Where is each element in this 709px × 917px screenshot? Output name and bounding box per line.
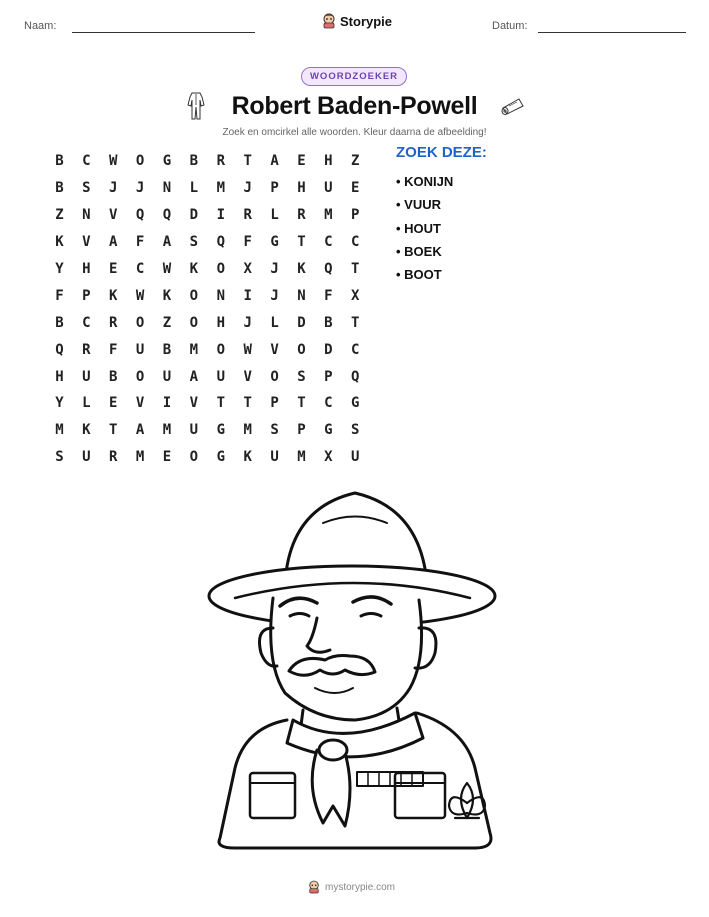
grid-row [46, 390, 369, 417]
grid-cell[interactable]: U [216, 368, 225, 385]
grid-cell[interactable]: A [189, 368, 199, 385]
grid-cell[interactable]: O [216, 341, 225, 358]
grid-cell[interactable]: H [216, 314, 225, 331]
grid-cell[interactable]: M [162, 422, 172, 439]
grid-cell[interactable]: P [270, 180, 279, 197]
grid-cell[interactable]: S [351, 422, 360, 439]
grid-cell[interactable]: E [109, 261, 118, 277]
grid-cell[interactable]: H [55, 368, 64, 385]
grid-row [46, 175, 369, 202]
grid-cell[interactable]: F [109, 341, 118, 358]
grid-cell[interactable]: B [189, 153, 199, 170]
grid-cell[interactable]: F [135, 234, 145, 251]
grid-cell[interactable]: B [109, 368, 118, 385]
grid-cell[interactable]: F [324, 287, 333, 304]
grid-cell[interactable]: G [216, 422, 225, 439]
grid-cell[interactable]: B [55, 153, 64, 170]
grid-cell[interactable]: C [135, 261, 145, 277]
grid-cell[interactable]: U [135, 341, 145, 358]
grid-cell[interactable]: P [297, 422, 306, 439]
grid-cell[interactable]: R [297, 207, 306, 224]
grid-row [46, 282, 369, 309]
grid-cell[interactable]: J [135, 180, 145, 197]
grid-cell[interactable]: J [270, 287, 279, 304]
grid-cell[interactable]: U [82, 368, 91, 385]
grid-cell[interactable]: W [109, 153, 118, 170]
grid-cell[interactable]: B [162, 341, 172, 358]
page-title: Robert Baden-Powell [231, 92, 478, 120]
word-list-item: • BOOT [396, 267, 442, 283]
baden-powell-illustration [205, 488, 500, 853]
grid-cell[interactable]: B [55, 314, 64, 331]
grid-cell[interactable]: T [216, 395, 225, 412]
grid-cell[interactable]: G [324, 422, 333, 439]
word-list-title: ZOEK DEZE: [396, 144, 487, 161]
storypie-mascot-icon [308, 880, 320, 894]
grid-cell[interactable]: K [109, 287, 118, 304]
grid-cell[interactable]: S [297, 368, 306, 385]
grid-cell[interactable]: K [189, 261, 199, 277]
storypie-mascot-icon [322, 13, 336, 29]
grid-cell[interactable]: K [82, 422, 91, 439]
grid-cell[interactable]: T [243, 395, 252, 412]
grid-cell[interactable]: R [243, 207, 252, 224]
grid-cell[interactable]: P [82, 287, 91, 304]
grid-cell[interactable]: F [55, 287, 64, 304]
instructions: Zoek en omcirkel alle woorden. Kleur daarna de afbeelding! [222, 127, 487, 138]
grid-cell[interactable]: P [270, 395, 279, 412]
grid-cell[interactable]: A [270, 153, 279, 170]
grid-row [46, 417, 369, 444]
footer-url: mystorypie.com [325, 881, 396, 893]
word-search-grid [46, 148, 369, 471]
grid-cell[interactable]: E [162, 449, 172, 466]
grid-cell[interactable]: T [351, 261, 360, 277]
grid-cell[interactable]: Z [55, 207, 64, 224]
grid-cell[interactable]: U [189, 422, 199, 439]
grid-cell[interactable]: D [297, 314, 306, 331]
brand-name: Storypie [340, 13, 393, 29]
worksheet-type-badge: WOORDZOEKER [301, 67, 407, 86]
grid-cell[interactable]: X [243, 261, 252, 277]
grid-cell[interactable]: Z [162, 314, 172, 331]
grid-cell[interactable]: B [55, 180, 64, 197]
grid-cell[interactable]: R [216, 153, 225, 170]
grid-cell[interactable]: Y [55, 395, 64, 412]
word-list [396, 170, 453, 286]
grid-cell[interactable]: J [109, 180, 118, 197]
grid-cell[interactable]: J [270, 261, 279, 277]
brand-logo [322, 13, 392, 29]
grid-cell[interactable]: C [324, 395, 333, 412]
grid-cell[interactable]: O [216, 261, 225, 277]
grid-cell[interactable]: Q [55, 341, 64, 358]
grid-cell[interactable]: C [351, 234, 360, 251]
grid-cell[interactable]: U [270, 449, 279, 466]
grid-cell[interactable]: M [216, 180, 225, 197]
grid-cell[interactable]: Q [135, 207, 145, 224]
date-label: Datum: [492, 20, 528, 32]
grid-cell[interactable]: K [243, 449, 252, 466]
grid-cell[interactable]: J [243, 314, 252, 331]
grid-cell[interactable]: G [216, 449, 225, 466]
grid-cell[interactable]: N [297, 287, 306, 304]
grid-cell[interactable]: Q [324, 261, 333, 277]
grid-cell[interactable]: V [189, 395, 199, 412]
grid-row [46, 148, 369, 175]
word-list-item: • HOUT [396, 220, 441, 236]
grid-cell[interactable]: N [216, 287, 225, 304]
grid-cell[interactable]: V [243, 368, 252, 385]
grid-cell[interactable]: N [82, 207, 91, 224]
grid-cell[interactable]: K [55, 234, 64, 251]
grid-row [46, 202, 369, 229]
grid-cell[interactable]: I [216, 207, 225, 224]
grid-row [46, 336, 369, 363]
log-icon [497, 96, 527, 116]
grid-row [46, 256, 369, 283]
grid-cell[interactable]: K [297, 261, 306, 277]
grid-cell[interactable]: X [351, 287, 360, 304]
grid-row [46, 309, 369, 336]
word-list-item: • VUUR [396, 197, 441, 213]
grid-cell[interactable]: B [324, 314, 333, 331]
grid-cell[interactable]: R [82, 341, 91, 358]
grid-cell[interactable]: U [351, 449, 360, 466]
grid-cell[interactable]: P [324, 368, 333, 385]
grid-cell[interactable]: J [243, 180, 252, 197]
grid-cell[interactable]: C [82, 153, 91, 170]
grid-cell[interactable]: L [270, 207, 279, 224]
grid-cell[interactable]: D [189, 207, 199, 224]
grid-cell[interactable]: Q [162, 207, 172, 224]
grid-cell[interactable]: S [189, 234, 199, 251]
grid-cell[interactable]: W [243, 341, 252, 358]
grid-cell[interactable]: T [351, 314, 360, 331]
grid-cell[interactable]: L [82, 395, 91, 412]
grid-cell[interactable]: A [109, 234, 118, 251]
grid-cell[interactable]: R [109, 314, 118, 331]
grid-cell[interactable]: V [82, 234, 91, 251]
grid-cell[interactable]: V [109, 207, 118, 224]
grid-cell[interactable]: D [324, 341, 333, 358]
grid-cell[interactable]: I [162, 395, 172, 412]
grid-cell[interactable]: M [324, 207, 333, 224]
grid-cell[interactable]: A [162, 234, 172, 251]
grid-cell[interactable]: U [324, 180, 333, 197]
grid-cell[interactable]: U [162, 368, 172, 385]
name-label: Naam: [24, 20, 57, 32]
date-line [538, 32, 686, 33]
grid-cell[interactable]: W [162, 261, 172, 277]
grid-cell[interactable]: F [243, 234, 252, 251]
grid-cell[interactable]: O [189, 314, 199, 331]
grid-cell[interactable]: O [135, 314, 145, 331]
grid-cell[interactable]: X [324, 449, 333, 466]
grid-cell[interactable]: N [162, 180, 172, 197]
grid-cell[interactable]: E [351, 180, 360, 197]
grid-cell[interactable]: S [270, 422, 279, 439]
grid-cell[interactable]: L [270, 314, 279, 331]
grid-cell[interactable]: Y [55, 261, 64, 277]
grid-cell[interactable]: W [135, 287, 145, 304]
footer-brand [308, 880, 395, 894]
grid-row [46, 444, 369, 471]
grid-row [46, 229, 369, 256]
grid-cell[interactable]: O [189, 287, 199, 304]
grid-cell[interactable]: H [324, 153, 333, 170]
grid-cell[interactable]: I [243, 287, 252, 304]
grid-cell[interactable]: K [162, 287, 172, 304]
grid-cell[interactable]: G [162, 153, 172, 170]
grid-cell[interactable]: M [243, 422, 252, 439]
grid-cell[interactable]: M [189, 341, 199, 358]
word-list-item: • BOEK [396, 243, 442, 259]
grid-row [46, 363, 369, 390]
grid-cell[interactable]: C [82, 314, 91, 331]
grid-cell[interactable]: V [270, 341, 279, 358]
grid-cell[interactable]: E [297, 153, 306, 170]
grid-cell[interactable]: G [270, 234, 279, 251]
grid-cell[interactable]: O [135, 368, 145, 385]
word-list-item: • KONIJN [396, 174, 454, 189]
grid-cell[interactable]: H [82, 261, 91, 277]
grid-cell[interactable]: A [135, 422, 145, 439]
grid-cell[interactable]: L [189, 180, 199, 197]
grid-cell[interactable]: S [82, 180, 91, 197]
grid-cell[interactable]: T [243, 153, 252, 170]
grid-cell[interactable]: O [270, 368, 279, 385]
grid-cell[interactable]: M [135, 449, 145, 466]
grid-cell[interactable]: H [297, 180, 306, 197]
grid-cell[interactable]: P [351, 207, 360, 224]
grid-cell[interactable]: O [189, 449, 199, 466]
grid-cell[interactable]: U [82, 449, 91, 466]
grid-cell[interactable]: M [55, 422, 64, 439]
grid-cell[interactable]: S [55, 449, 64, 466]
grid-cell[interactable]: R [109, 449, 118, 466]
grid-cell[interactable]: Q [216, 234, 225, 251]
name-line [72, 32, 255, 33]
grid-cell[interactable]: Q [351, 368, 360, 385]
grid-cell[interactable]: C [324, 234, 333, 251]
grid-cell[interactable]: V [135, 395, 145, 412]
grid-cell[interactable]: T [297, 234, 306, 251]
grid-cell[interactable]: M [297, 449, 306, 466]
grid-cell[interactable]: T [109, 422, 118, 439]
grid-cell[interactable]: O [135, 153, 145, 170]
grid-cell[interactable]: O [297, 341, 306, 358]
grid-cell[interactable]: C [351, 341, 360, 358]
grid-cell[interactable]: Z [351, 153, 360, 170]
grid-cell[interactable]: G [351, 395, 360, 412]
grid-cell[interactable]: T [297, 395, 306, 412]
grid-cell[interactable]: E [109, 395, 118, 412]
